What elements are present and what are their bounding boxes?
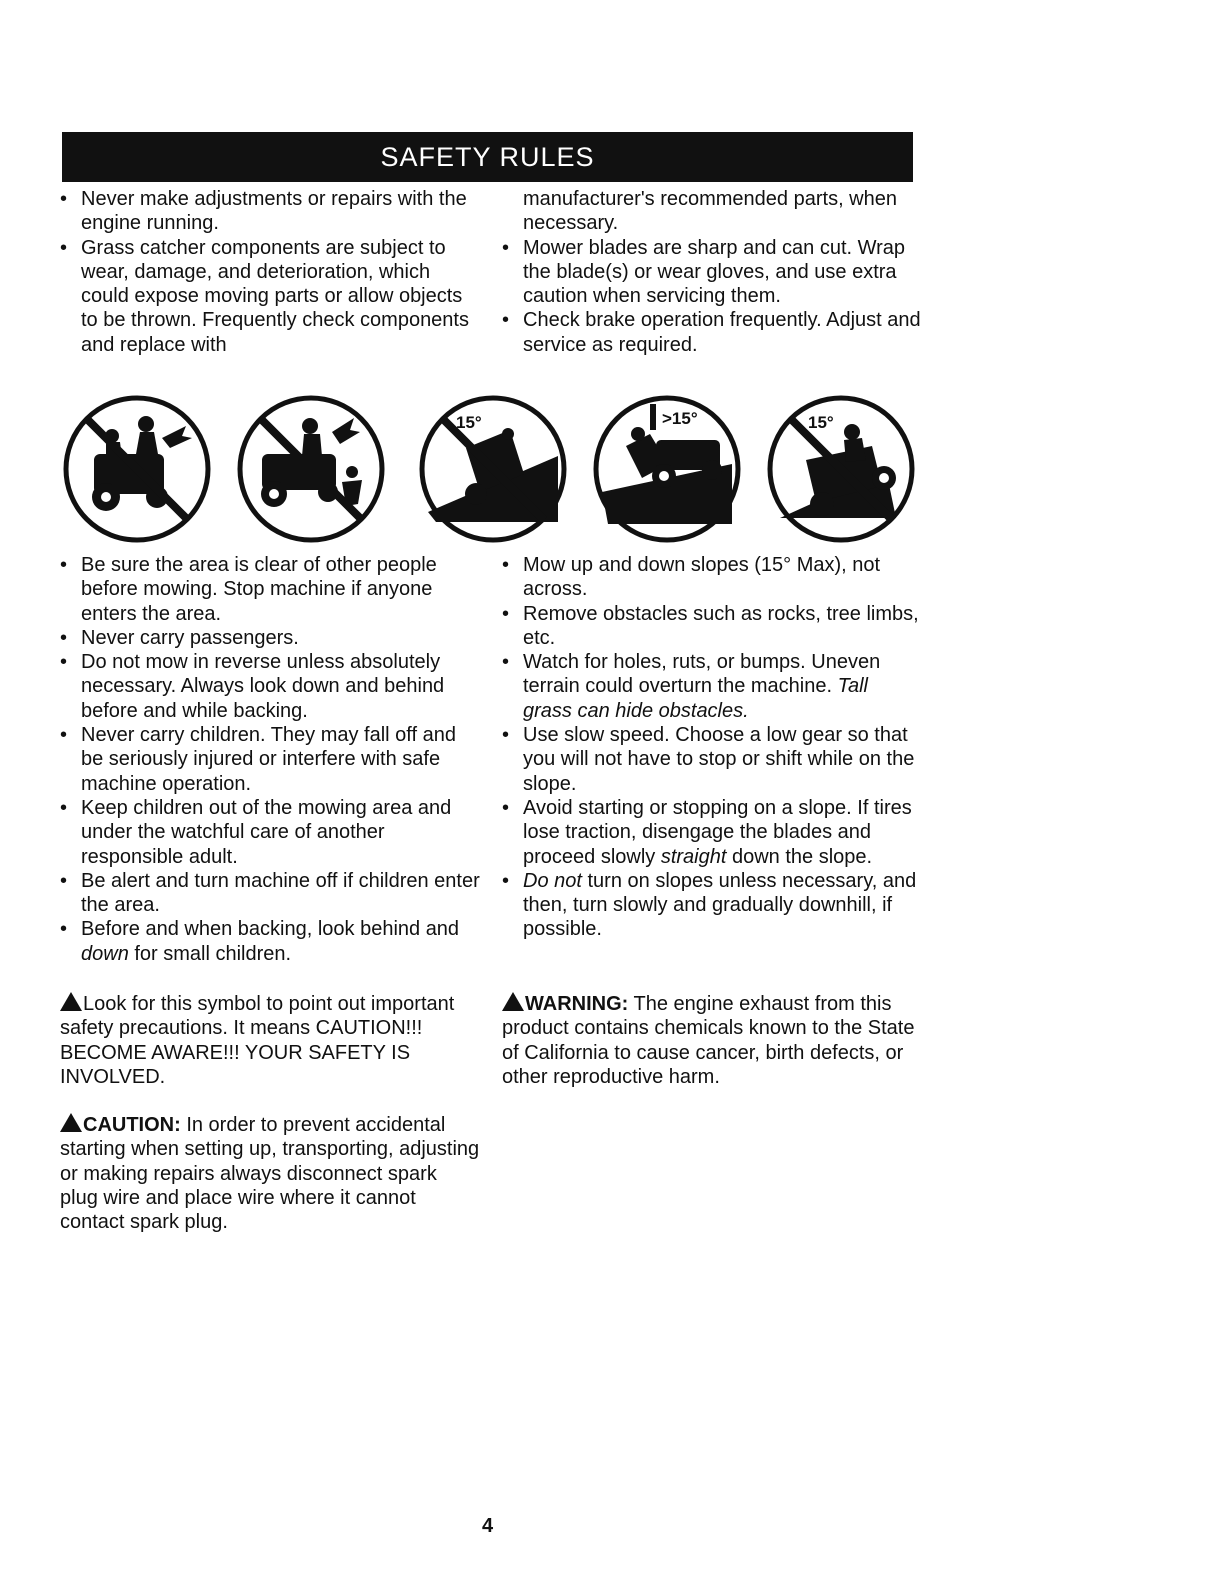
list-item: • Grass catcher components are subject to wear, damage, and deterioration, which could expose moving parts or allow objects to be thrown. Frequently check components and replace with: [60, 236, 480, 357]
continuation-text: manufacturer's recommended parts, when necessary.: [523, 188, 897, 235]
note-text: In order to prevent accidental starting when setting up, transporting, adjusting or making repairs always disconnect spark plug wire and place wire where it cannot contact spark plug.: [60, 1114, 480, 1234]
slope-angle-label: >15°: [662, 409, 698, 428]
item-text: Before and when backing, look behind and: [81, 918, 460, 941]
item-text: Avoid starting or stopping on a slope. If tires lose traction, disengage the blades and proceed slowly: [523, 796, 912, 868]
no-slope-turn-icon: [766, 394, 916, 544]
note-text: Look for this symbol to point out important safety precautions. It means CAUTION!!! BECOME AWARE!!! YOUR SAFETY IS INVOLVED.: [60, 993, 455, 1088]
list-item: • Remove obstacles such as rocks, tree limbs, etc.: [502, 602, 922, 651]
list-item: • Do not mow in reverse unless absolutely necessary. Always look down and behind before and while backing.: [60, 650, 480, 723]
mid-left-column: [60, 553, 480, 966]
safety-symbol-note: [60, 992, 480, 1089]
warning-triangle-icon: [60, 992, 82, 1011]
no-children-icon: [236, 394, 386, 544]
note-text: The engine exhaust from this product contains chemicals known to the State of California to cause cancer, birth defects, or other reproductive harm.: [502, 993, 915, 1088]
emphasis-text: down: [81, 942, 129, 965]
list-item: • Never carry children. They may fall off and be seriously injured or interfere with safe machine operation.: [60, 723, 480, 796]
warning-note: [502, 992, 922, 1089]
emphasis-text: straight: [660, 845, 727, 868]
list-item: • Never carry passengers.: [60, 626, 480, 650]
list-item: • Be alert and turn machine off if children enter the area.: [60, 869, 480, 918]
warning-label: WARNING:: [525, 993, 629, 1015]
top-right-column: [502, 187, 922, 357]
slope-angle-label: 15°: [808, 413, 834, 432]
list-item: • Be sure the area is clear of other people before mowing. Stop machine if anyone enters the area.: [60, 553, 480, 626]
top-right-list: [502, 236, 922, 357]
item-text: Watch for holes, ruts, or bumps. Uneven terrain could overturn the machine.: [523, 651, 881, 698]
warning-triangle-icon: [60, 1113, 82, 1132]
slope-angle-label: 15°: [456, 413, 482, 432]
emphasis-text: Tall grass can hide obstacles.: [523, 675, 868, 722]
section-title: SAFETY RULES: [380, 141, 595, 172]
list-item: • Check brake operation frequently. Adjust and service as required.: [502, 308, 922, 357]
top-left-column: [60, 187, 480, 357]
list-item: • Use slow speed. Choose a low gear so that you will not have to stop or shift while on the slope.: [502, 723, 922, 796]
emphasis-text: Do not: [523, 869, 582, 892]
mid-right-column: [502, 553, 922, 942]
caution-note: [60, 1113, 480, 1234]
list-item: • Mower blades are sharp and can cut. Wrap the blade(s) or wear gloves, and use extra caution when servicing them.: [502, 236, 922, 309]
list-item: • Never make adjustments or repairs with the engine running.: [60, 187, 480, 236]
caution-label: CAUTION:: [83, 1114, 181, 1136]
item-text: turn on slopes unless necessary, and then, turn slowly and gradually downhill, if possible.: [523, 869, 917, 941]
list-item: [60, 917, 480, 966]
section-header: [62, 132, 913, 182]
item-text: for small children.: [128, 942, 292, 965]
no-slope-across-icon: [418, 394, 568, 544]
list-item: [502, 869, 922, 942]
list-item: [502, 796, 922, 869]
warning-triangle-icon: [502, 992, 524, 1011]
no-passengers-icon: [62, 394, 212, 544]
list-item: • Keep children out of the mowing area and under the watchful care of another responsible adult.: [60, 796, 480, 869]
mid-left-list: [60, 553, 480, 966]
safety-pictograms: [62, 394, 913, 546]
item-text: down the slope.: [726, 845, 873, 868]
mid-right-list: [502, 553, 922, 942]
list-item: • Mow up and down slopes (15° Max), not across.: [502, 553, 922, 602]
slope-over-max-icon: [592, 394, 742, 544]
list-item: [502, 650, 922, 723]
page-number: 4: [481, 1515, 494, 1537]
top-left-list: [60, 187, 480, 357]
